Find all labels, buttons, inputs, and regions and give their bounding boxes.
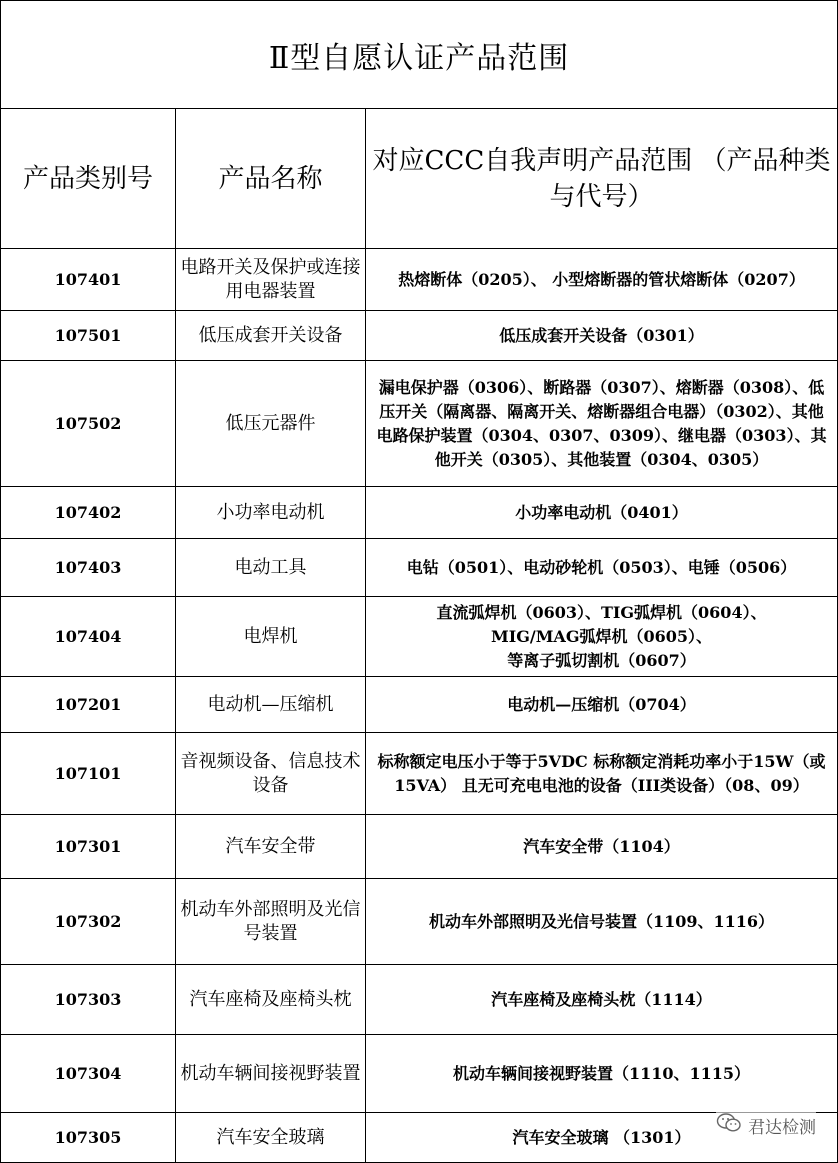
- product-name: 低压成套开关设备: [176, 311, 366, 361]
- product-name: 机动车外部照明及光信号装置: [176, 879, 366, 965]
- product-code: 107404: [1, 597, 176, 677]
- product-name: 电动机—压缩机: [176, 677, 366, 733]
- product-scope: [366, 249, 838, 311]
- header-name: 产品名称: [176, 109, 366, 249]
- table-row: [1, 249, 838, 311]
- product-scope: [366, 361, 838, 487]
- table-row: [1, 487, 838, 539]
- scope-line: 热熔断体（0205）、 小型熔断器的管状熔断体（0207）: [398, 269, 805, 289]
- table-row: [1, 361, 838, 487]
- product-code: 107305: [1, 1113, 176, 1163]
- product-code: 107301: [1, 815, 176, 879]
- table-row: [1, 677, 838, 733]
- product-name: 低压元器件: [176, 361, 366, 487]
- product-code: 107303: [1, 965, 176, 1035]
- product-code: 107402: [1, 487, 176, 539]
- product-scope: [366, 879, 838, 965]
- product-scope: [366, 539, 838, 597]
- product-scope: [366, 965, 838, 1035]
- table-row: [1, 879, 838, 965]
- watermark-text: 君达检测: [748, 1118, 816, 1138]
- scope-line: 机动车外部照明及光信号装置（1109、1116）: [428, 911, 775, 931]
- product-name: 汽车座椅及座椅头枕: [176, 965, 366, 1035]
- product-code: 107401: [1, 249, 176, 311]
- product-code: 107302: [1, 879, 176, 965]
- header-scope: [366, 109, 838, 249]
- product-scope: [366, 311, 838, 361]
- scope-line: 机动车辆间接视野装置（1110、1115）: [452, 1063, 751, 1083]
- product-name: 电路开关及保护或连接用电器装置: [176, 249, 366, 311]
- watermark: [716, 1112, 816, 1139]
- product-code: 107101: [1, 733, 176, 815]
- table-title: Ⅱ型自愿认证产品范围: [1, 1, 838, 109]
- table-row: [1, 539, 838, 597]
- product-scope: [366, 733, 838, 815]
- scope-line: 低压成套开关设备（0301）: [499, 325, 704, 345]
- scope-line: 汽车安全玻璃 （1301）: [512, 1127, 691, 1147]
- header-code: 产品类别号: [1, 109, 176, 249]
- header-scope-line1: 对应CCC自我声明产品范围: [372, 145, 693, 176]
- product-scope: [366, 677, 838, 733]
- product-code: 107304: [1, 1035, 176, 1113]
- product-scope: [366, 815, 838, 879]
- table-row: [1, 311, 838, 361]
- table-row: [1, 965, 838, 1035]
- table-row: [1, 597, 838, 677]
- product-code: 107501: [1, 311, 176, 361]
- product-name: 电焊机: [176, 597, 366, 677]
- product-name: 汽车安全玻璃: [176, 1113, 366, 1163]
- scope-line: 电钻（0501）、电动砂轮机（0503）、电锤（0506）: [406, 557, 797, 577]
- table-row: [1, 733, 838, 815]
- wechat-icon: [716, 1112, 742, 1139]
- header-scope-line2: （产品种类与代号）: [549, 145, 831, 212]
- scope-line: 汽车座椅及座椅头枕（1114）: [491, 989, 712, 1009]
- scope-line: 汽车安全带（1104）: [523, 836, 680, 856]
- product-scope: [366, 1035, 838, 1113]
- product-name: 汽车安全带: [176, 815, 366, 879]
- product-name: 电动工具: [176, 539, 366, 597]
- scope-line: 标称额定电压小于等于5VDC 标称额定消耗功率小于15W（或15VA） 且无可充电电池的设备（III类设备）（08、09）: [377, 751, 826, 795]
- scope-line: 直流弧焊机（0603）、TIG弧焊机（0604）、: [436, 602, 767, 622]
- product-scope: [366, 597, 838, 677]
- product-name: 机动车辆间接视野装置: [176, 1035, 366, 1113]
- scope-line: 电动机—压缩机（0704）: [507, 694, 696, 714]
- table-row: [1, 1035, 838, 1113]
- product-code: 107403: [1, 539, 176, 597]
- product-name: 小功率电动机: [176, 487, 366, 539]
- product-scope: [366, 487, 838, 539]
- product-code: 107201: [1, 677, 176, 733]
- table-row: [1, 1113, 838, 1163]
- product-code: 107502: [1, 361, 176, 487]
- scope-line: MIG/MAG弧焊机（0605）、: [491, 626, 713, 646]
- scope-line: 等离子弧切割机（0607）: [507, 650, 696, 670]
- scope-line: 漏电保护器（0306）、断路器（0307）、熔断器（0308）、低压开关（隔离器、隔离开关、熔断器组合电器）（0302）、其他电路保护装置（0304、0307、0309）、继电器（0303）、其他开关（0305）、其他装置（0304、0305）: [376, 377, 827, 469]
- product-name: 音视频设备、信息技术设备: [176, 733, 366, 815]
- table-row: [1, 815, 838, 879]
- scope-line: 小功率电动机（0401）: [515, 502, 688, 522]
